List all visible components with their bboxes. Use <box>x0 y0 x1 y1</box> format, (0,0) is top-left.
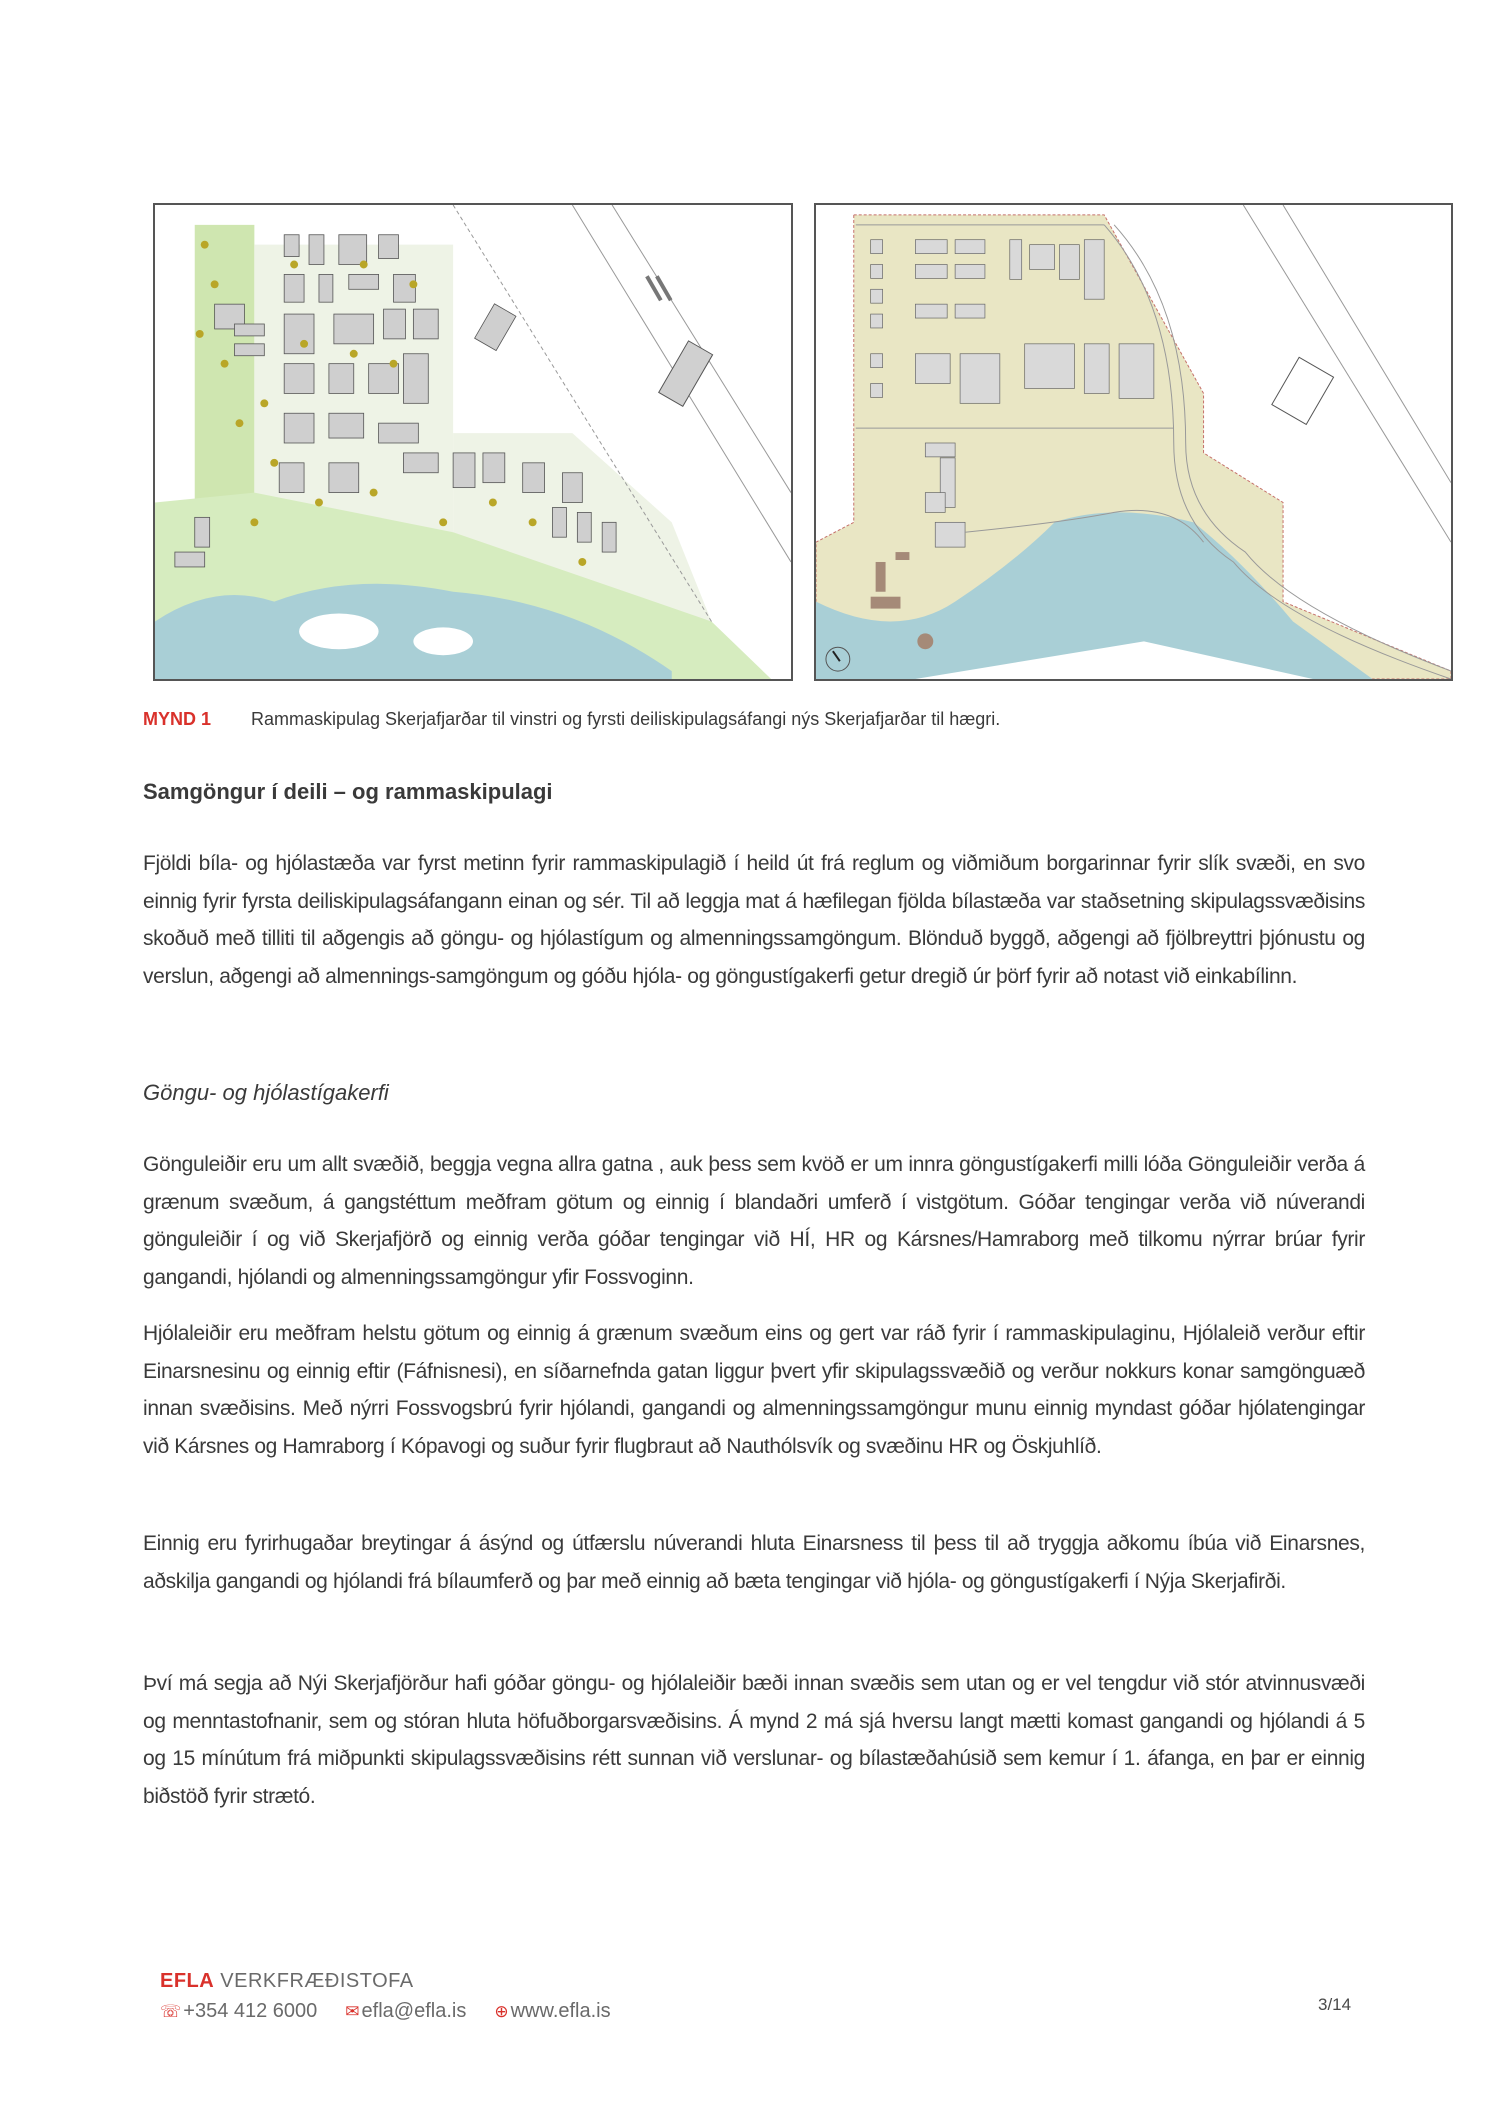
island <box>413 627 473 655</box>
envelope-icon: ✉ <box>345 2002 360 2021</box>
figure-label: MYND 1 <box>143 709 212 729</box>
footer-email[interactable] <box>345 2000 466 2023</box>
subsection-heading: Göngu- og hjólastígakerfi <box>143 1080 389 1105</box>
subsection-paragraph-4: Því má segja að Nýi Skerjafjörður hafi góðar göngu- og hjólaleiðir bæði innan svæðis sem utan og er vel tengdur við stór atvinnusvæði og menntastofnanir, sem og stóran hluta höfuðborgarsvæðisins. Á mynd 2 má sjá hversu langt mætti komast gangandi og hjólandi á 5 og 15 mínútum frá miðpunkti skipulagssvæðisins rétt sunnan við verslunar- og bílastæðahúsið sem kemur í 1. áfanga, en þar er einnig biðstöð fyrir strætó. <box>143 1672 1365 1808</box>
detailed-plan-map <box>816 205 1451 679</box>
email-link[interactable]: efla@efla.is <box>361 2000 467 2022</box>
subsection-paragraph-1: Gönguleiðir eru um allt svæðið, beggja vegna allra gatna , auk þess sem kvöð er um innra göngustígakerfi milli lóða Gönguleiðir verða á grænum svæðum, á gangstéttum meðfram götum og einnig í blandaðri umferð í vistgötum. Góðar tengingar verða við núverandi gönguleiðir í og við Skerjafjörð og einnig verða góðar tengingar við HÍ, HR og Kársnes/Hamraborg með tilkomu nýrrar brúar fyrir gangandi, hjólandi og almenningssamgöngur yfir Fossvoginn. <box>143 1153 1365 1289</box>
phone-icon: ☏ <box>160 2002 182 2021</box>
subsection-paragraph-3: Einnig eru fyrirhugaðar breytingar á ásýnd og útfærslu núverandi hluta Einarsness til þess til að tryggja aðkomu íbúa við Einarsnes, aðskilja gangandi og hjólandi frá bílaumferð og þar með einnig að bæta tengingar við hjóla- og göngustígakerfi í Nýja Skerjafirði. <box>143 1532 1365 1593</box>
figure-master-plan <box>153 203 793 681</box>
footer-brand-logo <box>160 1970 414 1993</box>
phone-text: +354 412 6000 <box>183 2000 318 2022</box>
figure-caption <box>143 709 1000 730</box>
globe-icon: ⊕ <box>494 2002 509 2021</box>
section-paragraph-1: Fjöldi bíla- og hjólastæða var fyrst metinn fyrir rammaskipulagið í heild út frá reglum og viðmiðum borgarinnar fyrir slík svæði, en svo einnig fyrir fyrsta deiliskipulagsáfangann einan og sér. Til að leggja mat á hæfilegan fjölda bílastæða var staðsetning skipulagssvæðisins skoðuð með tilliti til aðgengis að göngu- og hjólastígum og almenningssamgöngum. Blönduð byggð, aðgengi að fjölbreyttri þjónustu og verslun, aðgengi að almennings-samgöngum og góðu hjóla- og göngustígakerfi getur dregið úr þörf fyrir að notast við einkabílinn. <box>143 852 1365 988</box>
brand-name: EFLA <box>160 1970 215 1992</box>
subsection-paragraph-2: Hjólaleiðir eru meðfram helstu götum og einnig á grænum svæðum eins og gert var ráð fyrir í rammaskipulaginu, Hjólaleið verður eftir Einarsnesinu og einnig eftir (Fáfnisnesi), en síðarnefnda gatan liggur þvert yfir skipulagssvæðið og verður nokkurs konar samgönguæð innan svæðisins. Með nýrri Fossvogsbrú fyrir hjólandi, gangandi og almenningssamgöngur munu einnig myndast góðar hjólatengingar við Kársnes og Hamraborg í Kópavogi og suður fyrir flugbraut að Nauthólsvík og svæðinu HR og Öskjuhlíð. <box>143 1322 1365 1458</box>
brand-subtitle: VERKFRÆÐISTOFA <box>220 1970 414 1992</box>
website-link[interactable]: www.efla.is <box>510 2000 611 2022</box>
section-heading: Samgöngur í deili – og rammaskipulagi <box>143 779 553 804</box>
page-number: 3/14 <box>1318 1995 1352 2014</box>
figure-detailed-plan <box>814 203 1453 681</box>
footer-phone <box>160 2000 317 2023</box>
footer-website[interactable] <box>494 2000 610 2023</box>
master-plan-map <box>155 205 791 679</box>
footer-contact <box>160 2000 611 2023</box>
figure-caption-text: Rammaskipulag Skerjafjarðar til vinstri og fyrsti deiliskipulagsáfangi nýs Skerjafjarðar til hægri. <box>251 709 1001 729</box>
island <box>299 614 379 650</box>
